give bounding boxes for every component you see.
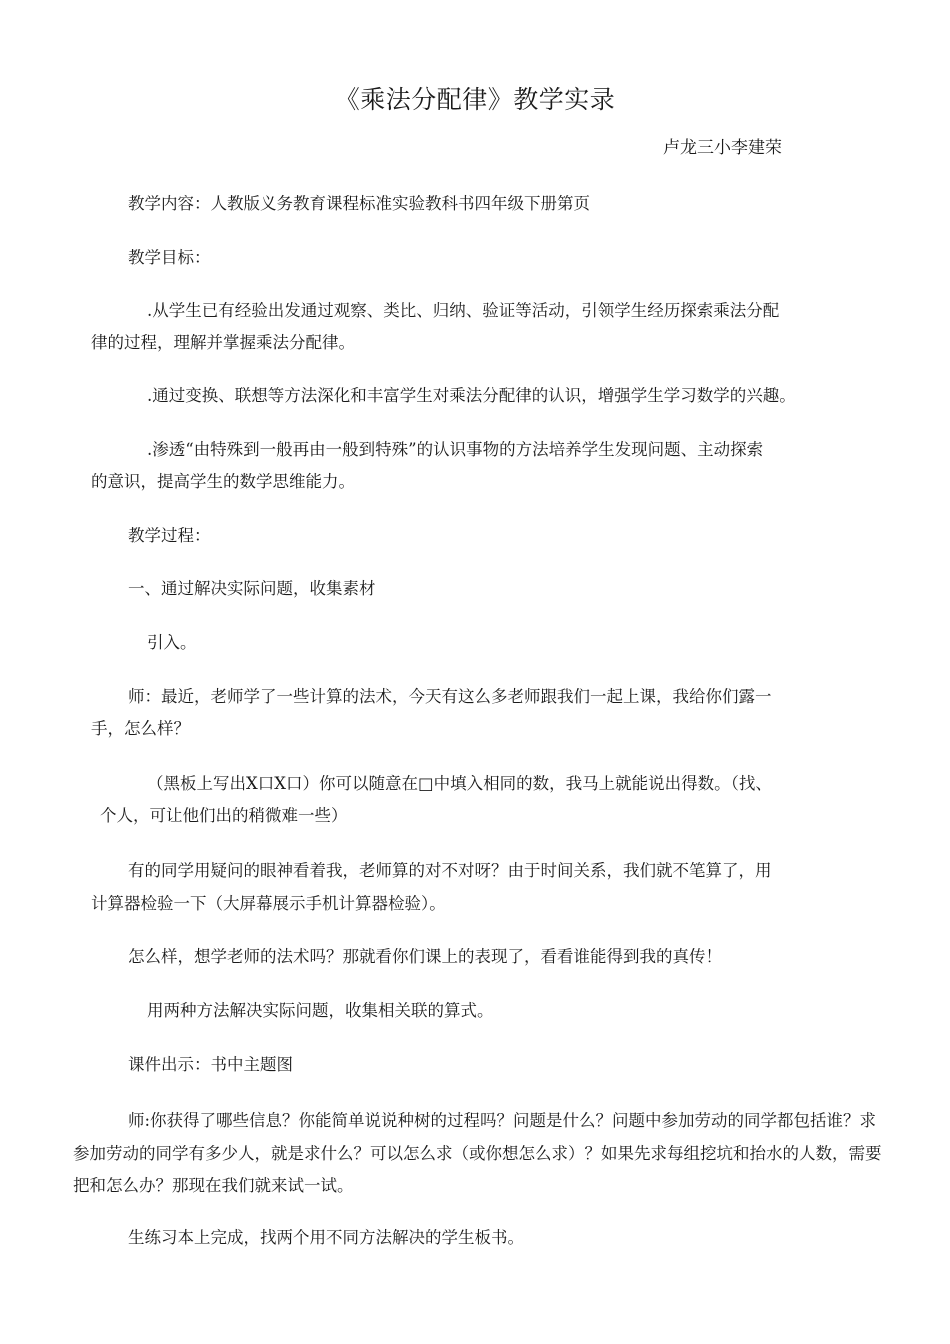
- paragraph-blackboard-line-2: 个人，可让他们出的稍微难一些）: [100, 806, 348, 825]
- paragraph-doubt-line-2: 计算器检验一下（大屏幕展示手机计算器检验）。: [91, 894, 446, 913]
- paragraph-section-1-heading: 一、通过解决实际问题，收集素材: [128, 579, 376, 598]
- paragraph-teacher-1-line-2: 手，怎么样？: [91, 719, 190, 738]
- paragraph-blackboard-line-1: （黑板上写出X口X口）你可以随意在□中填入相同的数，我马上就能说出得数。（找、: [147, 774, 772, 793]
- paragraph-teaching-content: 教学内容：人教版义务教育课程标准实验教科书四年级下册第页: [128, 194, 590, 213]
- paragraph-teacher-questions: 师:你获得了哪些信息？你能简单说说种树的过程吗？问题是什么？问题中参加劳动的同学都包括谁？求参加劳动的同学有多少人，就是求什么？可以怎么求（或你想怎么求）？如果先求每组挖坑和抬水的人数，需要把和怎么办？那现在我们就来试一试。: [73, 1111, 882, 1195]
- paragraph-courseware: 课件出示：书中主题图: [128, 1055, 293, 1074]
- paragraph-magic: 怎么样，想学老师的法术吗？那就看你们课上的表现了，看看谁能得到我的真传！: [128, 947, 722, 966]
- paragraph-practice: 生练习本上完成，找两个用不同方法解决的学生板书。: [128, 1228, 524, 1247]
- paragraph-process-heading: 教学过程：: [128, 526, 211, 545]
- paragraph-goal-3-line-2: 的意识，提高学生的数学思维能力。: [91, 472, 355, 491]
- paragraph-goals-heading: 教学目标：: [128, 248, 211, 267]
- document-author: 卢龙三小李建荣: [663, 138, 782, 158]
- paragraph-goal-1-line-1: .从学生已有经验出发通过观察、类比、归纳、验证等活动，引领学生经历探索乘法分配: [147, 301, 780, 320]
- paragraph-two-methods: 用两种方法解决实际问题，收集相关联的算式。: [147, 1001, 494, 1020]
- document-title: 《乘法分配律》教学实录: [334, 85, 616, 114]
- paragraph-goal-3-line-1: .渗透“由特殊到一般再由一般到特殊”的认识事物的方法培养学生发现问题、主动探索: [147, 440, 764, 459]
- paragraph-intro: 引入。: [147, 633, 197, 652]
- paragraph-goal-2: .通过变换、联想等方法深化和丰富学生对乘法分配律的认识，增强学生学习数学的兴趣。: [147, 386, 796, 405]
- paragraph-goal-1-line-2: 律的过程，理解并掌握乘法分配律。: [91, 333, 355, 352]
- paragraph-teacher-1-line-1: 师：最近，老师学了一些计算的法术，今天有这么多老师跟我们一起上课，我给你们露一: [128, 687, 772, 706]
- paragraph-doubt-line-1: 有的同学用疑问的眼神看着我，老师算的对不对呀？由于时间关系，我们就不笔算了，用: [128, 861, 772, 880]
